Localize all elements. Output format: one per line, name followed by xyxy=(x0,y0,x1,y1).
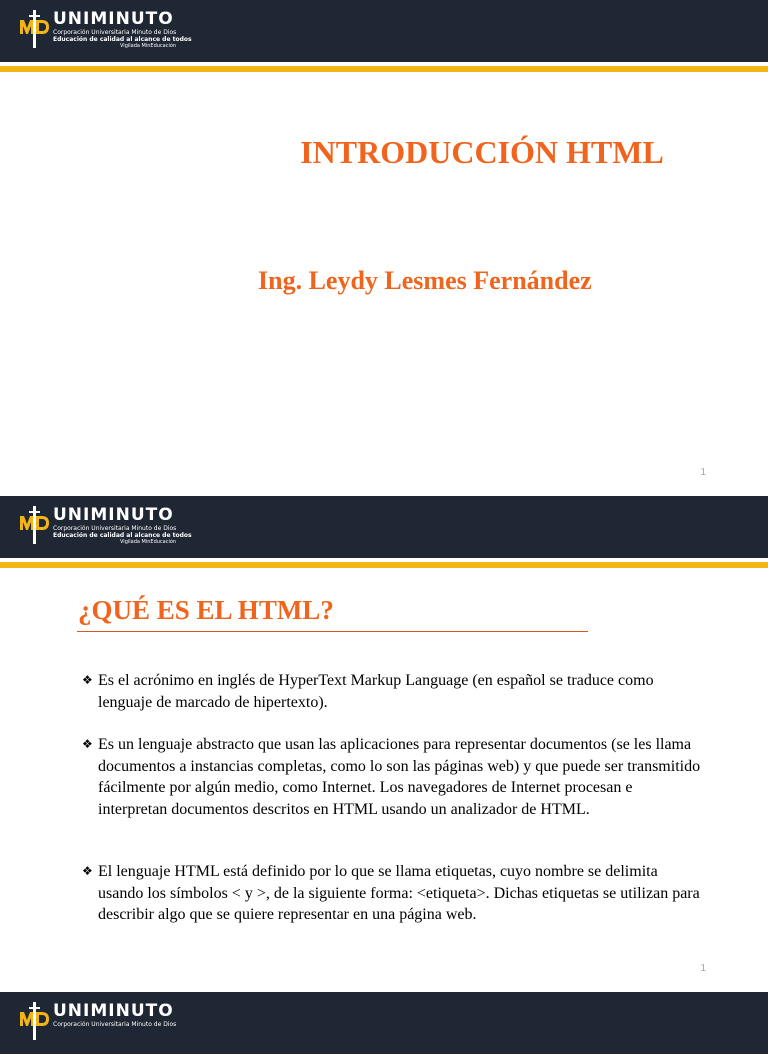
diamond-bullet-icon: ❖ xyxy=(82,864,93,878)
brand-line-3: Vigilada MinEducación xyxy=(120,43,177,49)
page-number: 1 xyxy=(700,963,706,974)
brand-line-1: Corporación Universitaria Minuto de Dios xyxy=(53,29,177,36)
bullet-text: Es un lenguaje abstracto que usan las aplicaciones para representar documentos (se les llama documentos a instancias completas, como lo son las páginas web) y que puede ser transmitido fácilmente por algún medio, como Internet. Los navegadores de Internet procesan e interpretan documentos descritos en HTML usando un analizador de HTML. xyxy=(98,736,701,818)
header-stripe xyxy=(0,66,768,72)
slide-header xyxy=(0,0,768,62)
uniminuto-logo xyxy=(20,998,220,1050)
diamond-bullet-icon: ❖ xyxy=(82,673,93,687)
diamond-bullet-icon: ❖ xyxy=(82,737,93,751)
brand-line-2: Educación de calidad al alcance de todos xyxy=(53,532,192,539)
brand-line-3: Vigilada MinEducación xyxy=(120,539,177,545)
md-logo-icon xyxy=(20,1002,50,1042)
slide-header xyxy=(0,496,768,558)
slide-header xyxy=(0,992,768,1054)
bullet-item xyxy=(82,670,702,713)
bullet-text: Es el acrónimo en inglés de HyperText Markup Language (en español se traduce como lenguaje de marcado de hipertexto). xyxy=(98,672,654,711)
brand-name: UNIMINUTO xyxy=(53,1001,174,1021)
brand-name: UNIMINUTO xyxy=(53,9,174,29)
uniminuto-logo xyxy=(20,502,220,554)
brand-line-1: Corporación Universitaria Minuto de Dios xyxy=(53,525,177,532)
brand-name: UNIMINUTO xyxy=(53,505,174,525)
brand-line-2: Educación de calidad al alcance de todos xyxy=(53,36,192,43)
section-title: ¿QUÉ ES EL HTML? xyxy=(78,595,334,625)
slide-3 xyxy=(0,992,768,1028)
author-name: Ing. Leydy Lesmes Fernández xyxy=(258,266,592,295)
bullet-text: El lenguaje HTML está definido por lo que se llama etiquetas, cuyo nombre se delimita usando los símbolos < y >, de la siguiente forma: <etiqueta>. Dichas etiquetas se utilizan para describir algo que se quiere representar en una página web. xyxy=(98,863,700,923)
slide-title: INTRODUCCIÓN HTML xyxy=(300,134,664,170)
title-underline xyxy=(77,631,588,632)
page-number: 1 xyxy=(700,467,706,478)
slide-1 xyxy=(0,0,768,492)
uniminuto-logo xyxy=(20,6,220,58)
bullet-item xyxy=(82,734,702,820)
md-logo-icon xyxy=(20,506,50,546)
slide-2 xyxy=(0,496,768,988)
brand-line-1: Corporación Universitaria Minuto de Dios xyxy=(53,1021,177,1028)
header-stripe xyxy=(0,562,768,568)
md-logo-icon xyxy=(20,10,50,50)
bullet-item xyxy=(82,861,702,926)
